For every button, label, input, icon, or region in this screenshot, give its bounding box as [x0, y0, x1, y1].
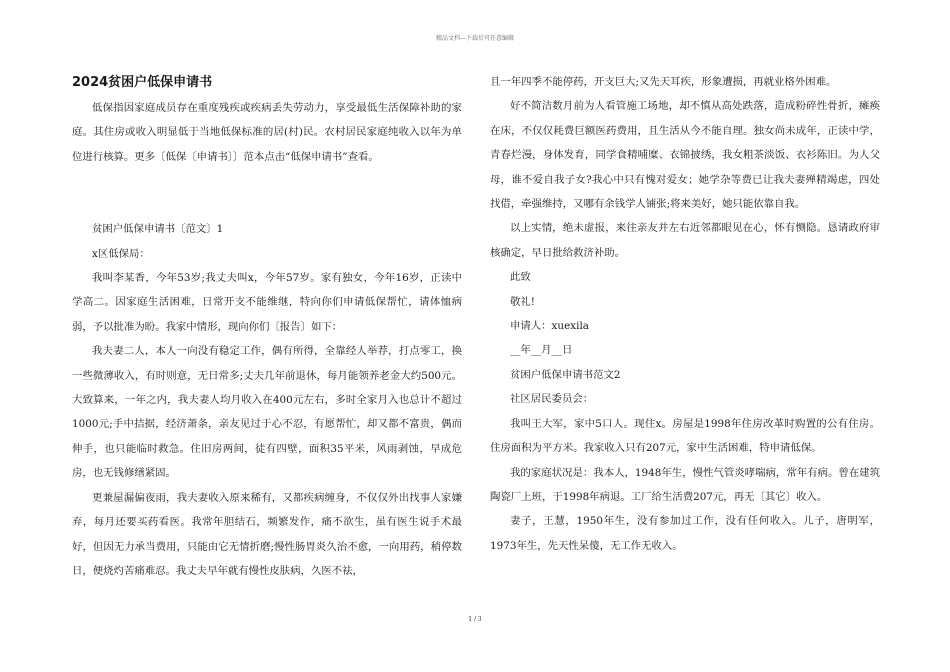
sample-heading-2: 贫困户低保申请书范文2 [510, 368, 621, 381]
page-number: 1 / 3 [468, 616, 482, 623]
body-paragraph: 以上实情，绝未虚报，来往亲友并左右近邻都眼见在心，怀有恻隐。恳请政府审核确定，早日批给救济补助。 [490, 222, 880, 259]
body-paragraph: 妻子，王慧，1950年生，没有参加过工作，没有任何收入。儿子，唐明军，1973年生，先天性呆傻，无工作无收入。 [490, 515, 880, 552]
body-paragraph: 好不简洁数月前为人看管施工场地，却不慎从高处跌落，造成粉碎性骨折，瘫痪在床，不仅仅耗费巨额医药费用，且生活从今不能自理。独女尚未成年，正读中学，青春烂漫，身体发育，同学食精哺糜、衣锦披绣，我女粗茶淡饭、衣衫陈旧。为人父母，谁不爱自我子女?我心中只有愧对爱女；她学杂等费已让我夫妻殚精竭虑，四处找借，牵强维持，又哪有余钱学人铺张;将来美好，她只能依靠自我。 [490, 100, 880, 211]
body-paragraph: 我叫王大军，家中5口人。现住x。房屋是1998年住房改革时购置的公有住房。住房面积为平方米。我家收入只有207元，家中生活困难，特申请低保。 [490, 417, 880, 455]
salutation-1: x区低保局： [92, 247, 150, 260]
body-paragraph: 更兼屋漏偏夜雨，我夫妻收入原来稀有，又都疾病缠身，不仅仅外出找事人家嫌弃，每月还要买药看医。我常年胆结石，频繁发作，痛不欲生，虽有医生说手术最好，但因无力承当费用，只能由它无情折磨;慢性肠胃炎久治不愈，一向用药，稍停数日，便烧灼苦痛难忍。我丈夫早年就有慢性皮肤病，久医不祛， [72, 491, 462, 577]
body-paragraph: 我的家庭状况是：我本人，1948年生，慢性气管炎哮喘病，常年有病。曾在建筑陶瓷厂上班，于1998年病退。工厂给生活费207元，再无〔其它〕收入。 [490, 466, 880, 503]
closing-line: 敬礼! [510, 295, 535, 308]
page-header: 精品文档---下载后可任意编辑 [435, 35, 515, 42]
sample-heading-1: 贫困户低保申请书〔范文〕1 [92, 223, 224, 236]
body-paragraph: 我叫李某香，今年53岁;我丈夫叫x，今年57岁。家有独女，今年16岁，正读中学高二。因家庭生活困难，日常开支不能维继，特向你们申请低保帮忙，请体恤病弱，予以批准为盼。我家中情形，现向你们〔报告〕如下： [72, 272, 462, 333]
body-paragraph: 我夫妻二人，本人一向没有稳定工作，偶有所得，全靠经人举荐，打点零工，换一些微薄收入，有时则意，无日常多;丈夫几年前退休，每月能领养老金大约500元。大致算来，一年之内，我夫妻人均月收入在400元左右，多时全家月入也总计不超过1000元;手中拮据，经济萧条，亲友见过于心不忍，有愿帮忙，却又都不富贵，偶而伸手，也只能临时救急。住旧房两间，徒有四壁，面积35平米，风雨剥蚀，早成危房，也无钱修缮紧固。 [72, 345, 462, 480]
salutation-2: 社区居民委员会： [510, 393, 594, 406]
intro-paragraph: 低保指因家庭成员存在重度残疾或疾病丢失劳动力，享受最低生活保障补助的家庭。其住房或收入明显低于当地低保标准的居(村)民。农村居民家庭纯收入以年为单位进行核算。更多〔低保〔申请书〕〕范本点击“低保申请书”查看。 [72, 102, 462, 163]
applicant-line: 申请人：xuexila [510, 320, 589, 333]
date-line: __年__月__日 [510, 344, 573, 357]
left-column [72, 70, 462, 583]
body-paragraph: 且一年四季不能停药，开支巨大;又先天耳疾，形象遭损，再就业格外困难。 [490, 76, 837, 88]
document-title: 2024贫困户低保申请书 [72, 75, 213, 90]
right-column [490, 70, 880, 558]
closing-line: 此致 [510, 271, 531, 284]
spacer [72, 169, 462, 217]
